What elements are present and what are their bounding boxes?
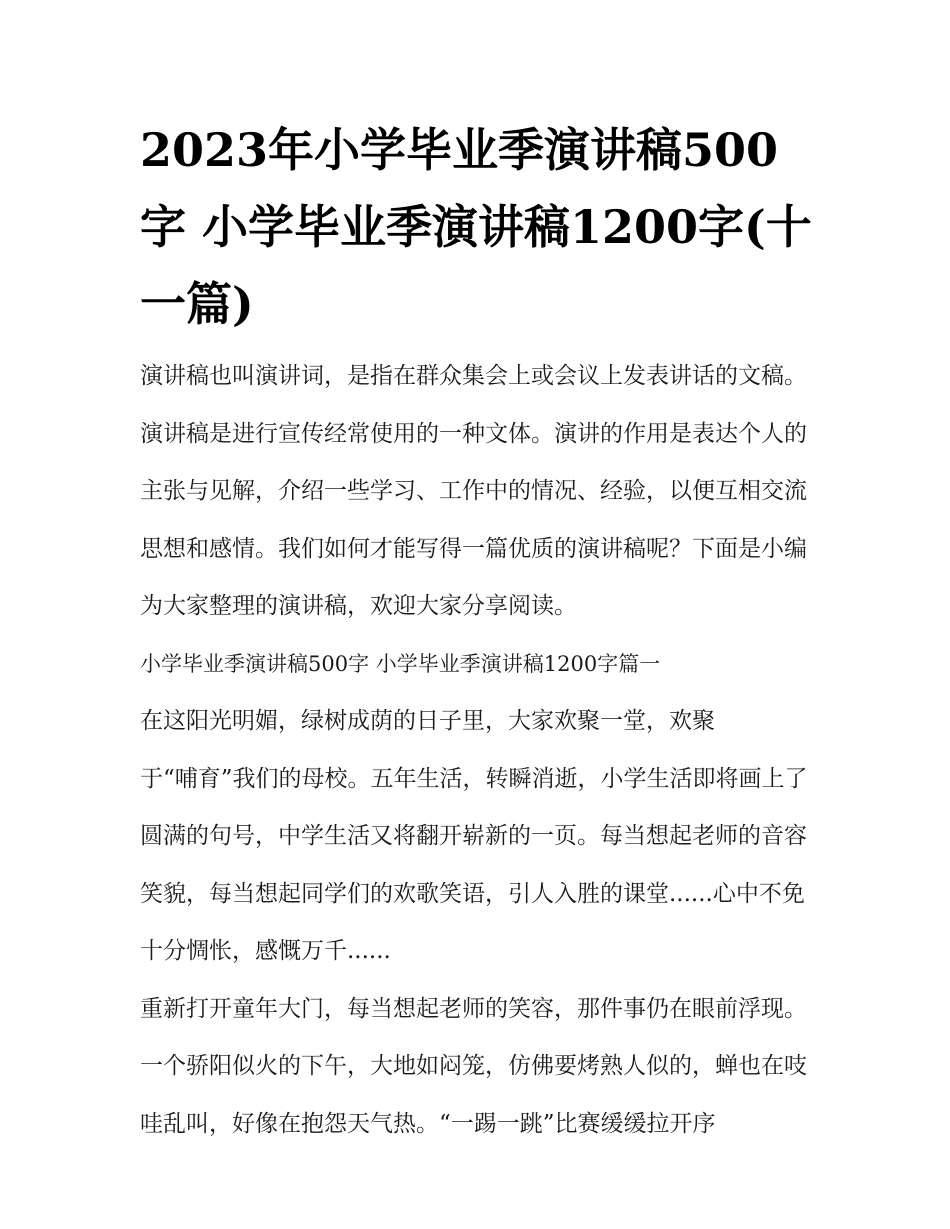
intro-paragraph: 演讲稿也叫演讲词，是指在群众集会上或会议上发表讲话的文稿。演讲稿是进行宣传经常使用的一种文体。演讲的作用是表达个人的主张与见解，介绍一些学习、工作中的情况、经验，以便互相交流思想和感情。我们如何才能写得一篇优质的演讲稿呢？下面是小编为大家整理的演讲稿，欢迎大家分享阅读。 [140,363,807,619]
body-paragraph: 重新打开童年大门，每当想起老师的笑容，那件事仍在眼前浮现。 [140,995,807,1022]
body-paragraph: 在这阳光明媚，绿树成荫的日子里，大家欢聚一堂，欢聚 [140,708,715,734]
document-body [140,348,822,1153]
body-paragraph: 一个骄阳似火的下午，大地如闷笼，仿佛要烤熟人似的，蝉也在吱哇乱叫，好像在抱怨天气热。“一踢一跳”比赛缓缓拉开序 [140,1053,807,1137]
section-heading: 小学毕业季演讲稿500字 小学毕业季演讲稿1200字篇一 [140,651,661,676]
body-paragraph: 于“哺育”我们的母校。五年生活，转瞬消逝，小学生活即将画上了圆满的句号，中学生活又将翻开崭新的一页。每当想起老师的音容笑貌，每当想起同学们的欢歌笑语，引人入胜的课堂......心中不免十分惆怅，感慨万千...... [140,765,808,964]
document-title: 2023年小学毕业季演讲稿500字 小学毕业季演讲稿1200字(十一篇) [140,123,812,331]
